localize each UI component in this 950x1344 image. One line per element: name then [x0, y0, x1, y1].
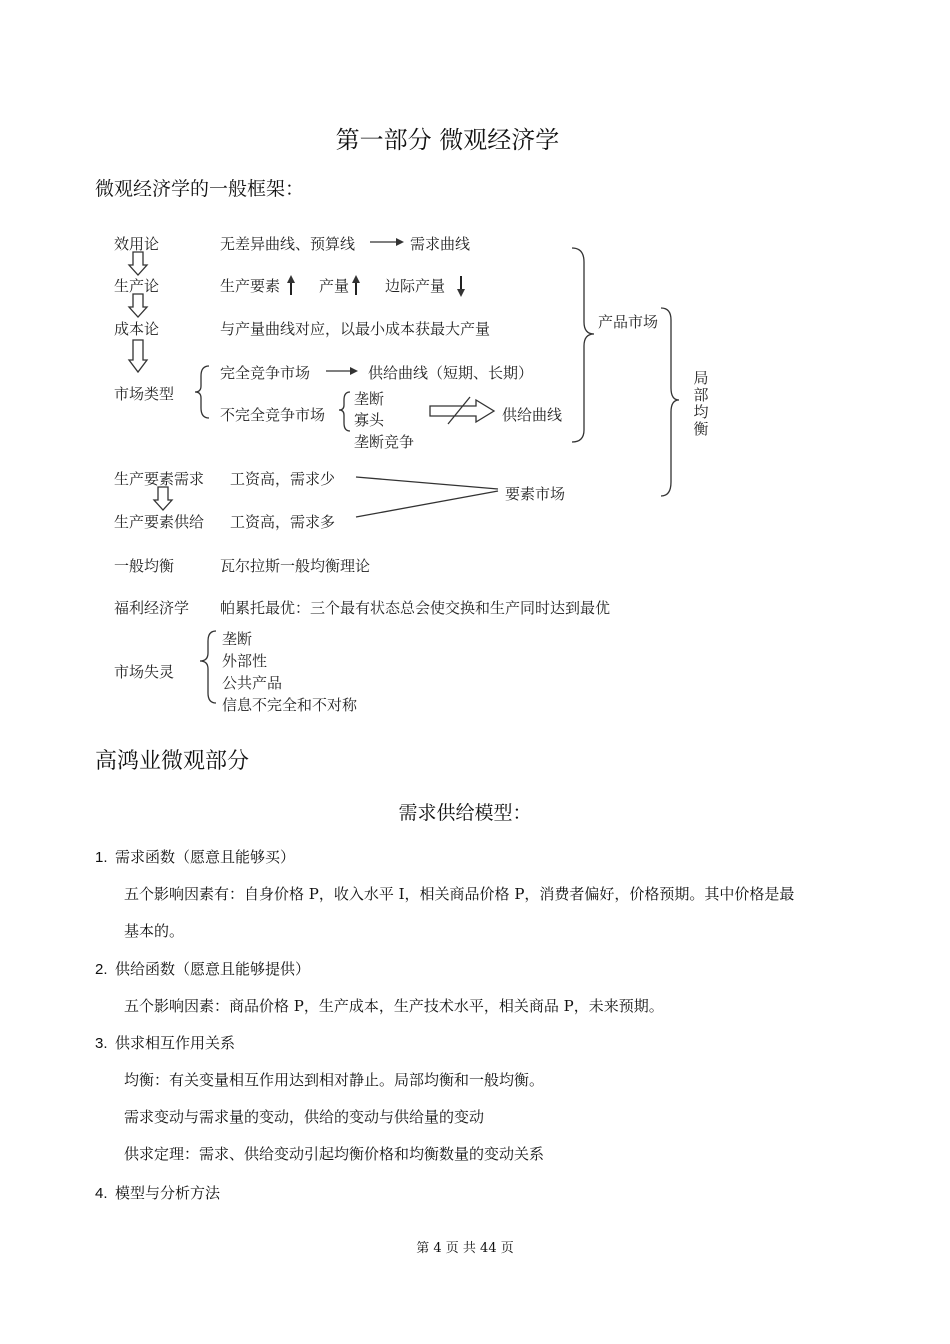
welfare-desc: 帕累托最优：三个最有状态总会使交换和生产同时达到最优 [220, 599, 611, 617]
section-title: 高鸿业微观部分 [95, 749, 250, 774]
partial-equilibrium: 局部均衡 [693, 369, 709, 438]
failure-item: 外部性 [222, 652, 268, 670]
slash-line [448, 397, 470, 424]
factor-line-1 [356, 477, 498, 489]
paragraph: 基本的。 [124, 922, 185, 940]
cost-label: 成本论 [114, 320, 160, 338]
factor-supply: 生产要素供给 [114, 513, 205, 531]
paragraph: 需求变动与需求量的变动，供给的变动与供给量的变动 [124, 1108, 485, 1126]
production-label: 生产论 [114, 277, 160, 295]
factor-line-2 [356, 491, 498, 517]
factor-demand: 生产要素需求 [114, 470, 205, 488]
welfare-economics: 福利经济学 [114, 599, 190, 617]
paragraph: 均衡：有关变量相互作用达到相对静止。局部均衡和一般均衡。 [124, 1071, 545, 1089]
brace-imperfect [339, 392, 350, 431]
list-text: 模型与分析方法 [115, 1184, 221, 1202]
list-text: 供求相互作用关系 [115, 1034, 236, 1052]
brace-product-market [572, 248, 594, 442]
general-equilibrium-desc: 瓦尔拉斯一般均衡理论 [220, 557, 371, 575]
down-arrow-1 [129, 252, 147, 275]
list-item [95, 846, 295, 867]
effect-desc: 无差异曲线、预算线 [220, 235, 356, 253]
brace-market-failure [200, 631, 216, 703]
paragraph: 五个影响因素有：自身价格 P，收入水平 I，相关商品价格 P，消费者偏好，价格预期。其中价格是最 [124, 885, 795, 903]
arrowhead-1 [396, 238, 404, 246]
product-market: 产品市场 [598, 313, 659, 331]
list-number: 1. [95, 849, 108, 866]
factor-supply-desc: 工资高，需求多 [230, 513, 336, 531]
list-number: 4. [95, 1185, 108, 1202]
failure-item: 公共产品 [222, 674, 283, 692]
oligopoly: 寡头 [354, 411, 385, 429]
page-footer: 第 4 页 共 44 页 [416, 1241, 514, 1256]
down-arrow-3 [129, 340, 147, 372]
subsection-title: 需求供给模型： [398, 802, 532, 824]
imperfect-target: 供给曲线 [502, 406, 563, 424]
market-failure: 市场失灵 [114, 663, 175, 681]
factor-market: 要素市场 [505, 485, 566, 503]
perfect-target: 供给曲线（短期、长期） [368, 364, 534, 382]
production-output: 产量 [319, 277, 350, 295]
down-arrow-4 [154, 487, 172, 510]
imperfect-competition: 不完全竞争市场 [220, 406, 326, 424]
list-number: 3. [95, 1035, 108, 1052]
list-item [95, 1032, 235, 1053]
paragraph: 供求定理：需求、供给变动引起均衡价格和均衡数量的变动关系 [124, 1145, 545, 1163]
brace-partial-eq [661, 308, 679, 496]
factor-demand-desc: 工资高，需求少 [230, 470, 336, 488]
production-marginal: 边际产量 [385, 277, 446, 295]
paragraph: 五个影响因素：商品价格 P，生产成本，生产技术水平，相关商品 P，未来预期。 [124, 997, 664, 1015]
up-arrow-2 [352, 275, 360, 283]
hollow-right-arrow [430, 400, 494, 422]
down-arrow-2 [129, 294, 147, 317]
arrowhead-2 [350, 367, 358, 375]
list-text: 供给函数（愿意且能够提供） [115, 960, 311, 978]
effect-target: 需求曲线 [410, 235, 471, 253]
effect-label: 效用论 [114, 235, 160, 253]
down-arrow-solid [457, 289, 465, 297]
list-number: 2. [95, 961, 108, 978]
brace-market-type [195, 366, 209, 418]
failure-item: 信息不完全和不对称 [222, 696, 358, 714]
list-item [95, 1182, 220, 1203]
failure-item: 垄断 [222, 630, 253, 648]
list-text: 需求函数（愿意且能够买） [115, 848, 296, 866]
page-title: 第一部分 微观经济学 [335, 126, 560, 154]
up-arrow-1 [287, 275, 295, 283]
general-equilibrium: 一般均衡 [114, 557, 175, 575]
cost-desc: 与产量曲线对应，以最小成本获最大产量 [220, 320, 491, 338]
monopolistic-competition: 垄断竞争 [354, 433, 415, 451]
market-type-label: 市场类型 [114, 385, 175, 403]
production-factor: 生产要素 [220, 277, 281, 295]
monopoly: 垄断 [354, 390, 385, 408]
list-item [95, 958, 310, 979]
framework-heading: 微观经济学的一般框架： [95, 178, 305, 200]
perfect-competition: 完全竞争市场 [220, 364, 311, 382]
